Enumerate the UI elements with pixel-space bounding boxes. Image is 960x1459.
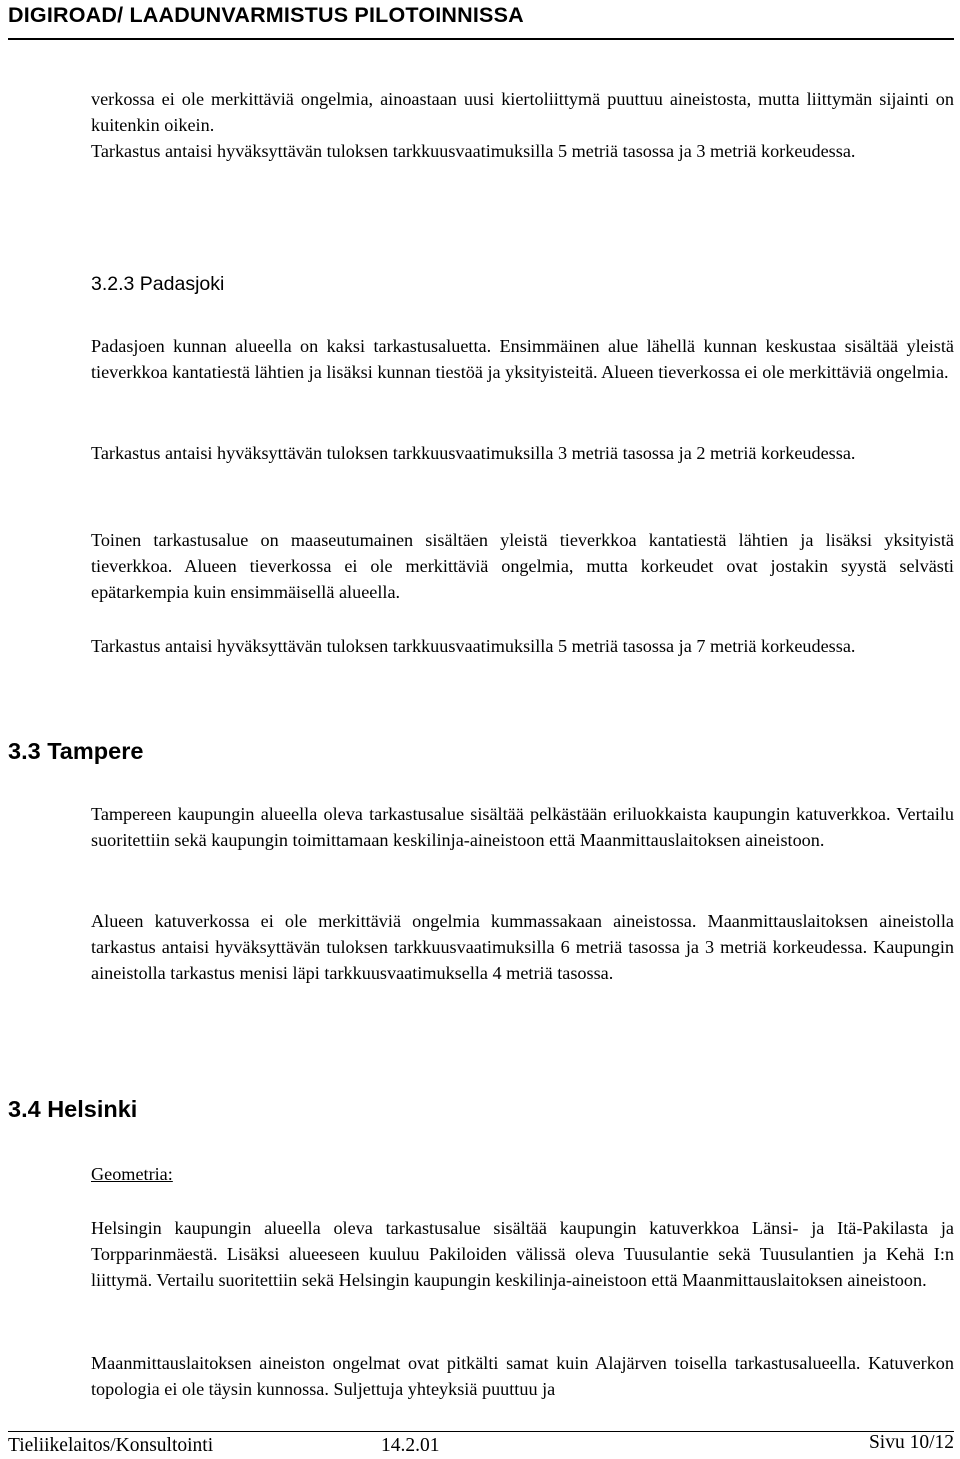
section-heading-padasjoki: 3.2.3 Padasjoki <box>91 273 225 295</box>
footer-date: 14.2.01 <box>381 1435 440 1456</box>
paragraph-tampere-1: Tampereen kaupungin alueella oleva tarkastusalue sisältää pelkästään eriluokkaista kaupungin katuverkkoa. Vertailu suoritettiin sekä kaupungin toimittamaan keskilinja-aineistoon että Maanmittauslaitoksen aineistoon. <box>91 804 954 850</box>
paragraph-tampere-2: Alueen katuverkossa ei ole merkittäviä ongelmia kummassakaan aineistossa. Maanmittauslaitoksen aineistolla tarkastus antaisi hyväksyttävän tuloksen tarkkuusvaatimuksilla 6 metriä tasossa ja 3 metriä korkeudessa. Kaupungin aineistolla tarkastus menisi läpi tarkkuusvaatimuksella 4 metriä tasossa. <box>91 911 954 983</box>
paragraph-padasjoki-3: Toinen tarkastusalue on maaseutumainen sisältäen yleistä tieverkkoa kantatiestä lähtien ja lisäksi yksityistä tieverkkoa. Alueen tieverkossa ei ole merkittäviä ongelmia, mutta korkeudet ovat jostakin syystä selvästi epätarkempia kuin ensimmäisellä alueella. <box>91 530 954 602</box>
running-header: DIGIROAD/ LAADUNVARMISTUS PILOTOINNISSA <box>8 3 524 27</box>
paragraph-top-1: verkossa ei ole merkittäviä ongelmia, ainoastaan uusi kiertoliittymä puuttuu aineistosta, mutta liittymän sijainti on kuitenkin oikein. <box>91 89 954 135</box>
section-heading-helsinki: 3.4 Helsinki <box>8 1096 138 1122</box>
paragraph-helsinki-1: Helsingin kaupungin alueella oleva tarkastusalue sisältää kaupungin katuverkkoa Länsi- ja Itä-Pakilasta ja Torpparinmäestä. Lisäksi alueeseen kuuluu Pakiloiden välissä oleva Tuusulantie sekä Tuusulantien ja Kehä I:n liittymä. Vertailu suoritettiin sekä Helsingin kaupungin keskilinja-aineistoon että Maanmittauslaitoksen aineistoon. <box>91 1218 954 1290</box>
paragraph-helsinki-2: Maanmittauslaitoksen aineiston ongelmat ovat pitkälti samat kuin Alajärven toisella tarkastusalueella. Katuverkon topologia ei ole täysin kunnossa. Suljettuja yhteyksiä puuttuu ja <box>91 1353 954 1399</box>
header-rule <box>8 38 954 40</box>
paragraph-top-2: Tarkastus antaisi hyväksyttävän tuloksen tarkkuusvaatimuksilla 5 metriä tasossa ja 3 metriä korkeudessa. <box>91 141 856 161</box>
footer-organization: Tieliikelaitos/Konsultointi <box>8 1435 214 1456</box>
paragraph-padasjoki-1: Padasjoen kunnan alueella on kaksi tarkastusaluetta. Ensimmäinen alue lähellä kunnan keskustaa sisältää yleistä tieverkkoa kantatiestä lähtien ja lisäksi kunnan tiestöä ja yksityisteitä. Alueen tieverkossa ei ole merkittäviä ongelmia. <box>91 336 954 382</box>
subheading-geometria: Geometria: <box>91 1164 173 1184</box>
paragraph-padasjoki-2: Tarkastus antaisi hyväksyttävän tuloksen tarkkuusvaatimuksilla 3 metriä tasossa ja 2 metriä korkeudessa. <box>91 443 856 463</box>
paragraph-padasjoki-4: Tarkastus antaisi hyväksyttävän tuloksen tarkkuusvaatimuksilla 5 metriä tasossa ja 7 metriä korkeudessa. <box>91 636 856 656</box>
section-heading-tampere: 3.3 Tampere <box>8 738 144 764</box>
footer-page-number: Sivu 10/12 <box>868 1432 954 1453</box>
footer-rule <box>8 1431 954 1432</box>
